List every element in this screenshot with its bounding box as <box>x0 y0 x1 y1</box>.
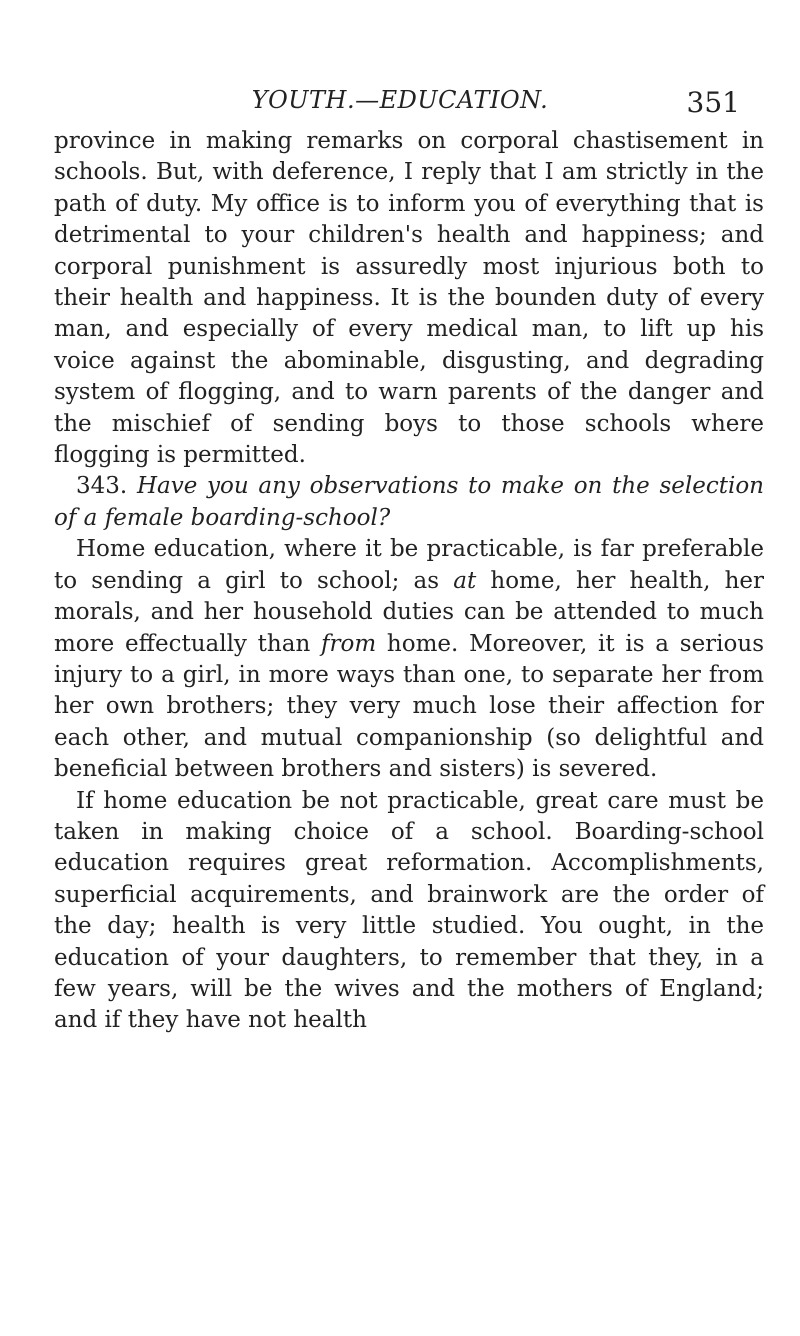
question-343 <box>54 471 764 534</box>
emphasis-at: at <box>453 567 477 594</box>
page-number: 351 <box>686 86 740 119</box>
question-number: 343. <box>76 473 137 500</box>
paragraph-corporal-punishment: province in making remarks on corporal chastisement in schools. But, with deference, I reply that I am strictly in the path of duty. My office is to inform you of everything that is detrimental to your children's health and happiness; and corporal punishment is assuredly most injurious both to their health and happiness. It is the bounden duty of every man, and especially of every medical man, to lift up his voice against the abominable, disgusting, and degrading system of flogging, and to warn parents of the danger and the mischief of sending boys to those schools where flogging is permitted. <box>54 128 764 469</box>
paragraph-part: home, her health, her morals, and her household duties can be attended to much more effectually than <box>54 567 765 657</box>
emphasis-from: from <box>321 630 377 657</box>
paragraph-part: Home education, where it be practicable, is far preferable to sending a girl to school; as <box>54 536 764 594</box>
paragraph-home-education <box>54 534 764 785</box>
paragraph-boarding-school: If home education be not practicable, great care must be taken in making choice of a school. Boarding-school education requires great reformation. Accomplishments, superficial acquirements, and brainwork are the order of the day; health is very little studied. You ought, in the education of your daughters, to remember that they, in a few years, will be the wives and the mothers of England; and if they have not health <box>54 787 764 1034</box>
question-text: Have you any observations to make on the selection of a female boarding-school? <box>54 473 764 531</box>
body-text <box>54 126 764 1037</box>
paragraph-part: home. Moreover, it is a serious injury to a girl, in more ways than one, to separate her from her own brothers; they very much lose their affection for each other, and mutual companionship (so delightful and beneficial between brothers and sisters) is severed. <box>54 630 764 783</box>
running-head: YOUTH.—EDUCATION. <box>251 86 549 114</box>
page-header <box>0 86 800 126</box>
